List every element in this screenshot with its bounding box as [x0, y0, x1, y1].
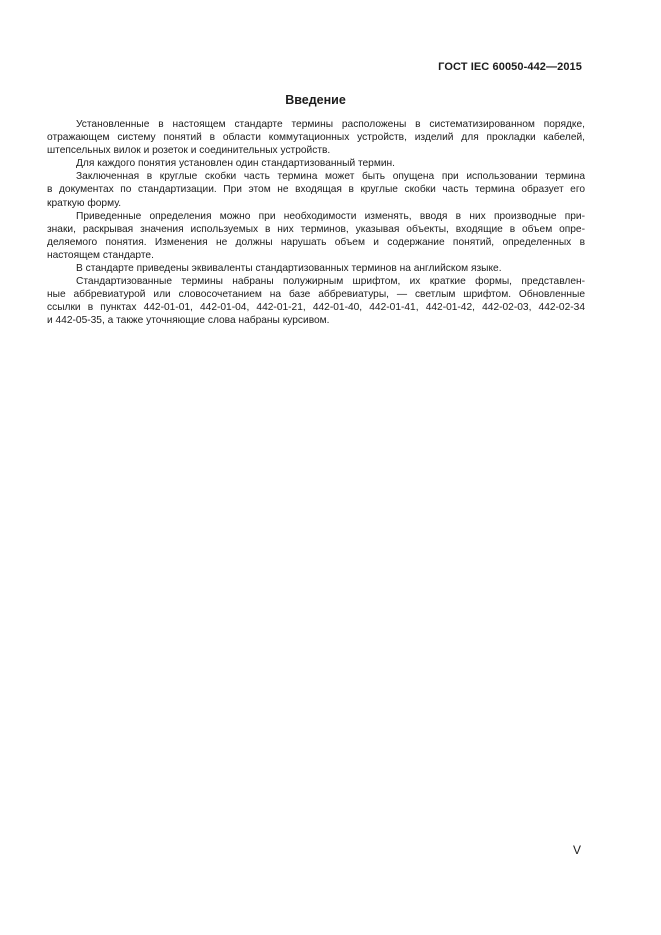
- paragraph: [47, 210, 585, 262]
- text-line: в документах по стандартизации. При этом не входящая в круглые скобки часть термина образует его: [47, 184, 585, 196]
- page-number: V: [573, 843, 582, 857]
- paragraph: [47, 118, 585, 157]
- text-line: Стандартизованные термины набраны полужирным шрифтом, их краткие формы, представлен-: [76, 276, 585, 288]
- section-title: Введение: [285, 93, 346, 107]
- text-line: Установленные в настоящем стандарте термины расположены в систематизированном порядке,: [76, 119, 585, 130]
- text-line: ссылки в пунктах 442-01-01, 442-01-04, 442-01-21, 442-01-40, 442-01-41, 442-01-42, 442-02-03, 442-02-34: [47, 302, 585, 314]
- text-line: знаки, раскрывая значения используемых в них терминов, указывая объекты, входящие в объем опре-: [47, 223, 585, 235]
- paragraph: [47, 262, 585, 275]
- text-line: штепсельных вилок и розеток и соединительных устройств.: [47, 145, 331, 157]
- text-line: настоящем стандарте.: [47, 249, 154, 261]
- paragraph: [47, 275, 585, 327]
- text-line: ные аббревиатурой или словосочетанием на базе аббревиатуры, — светлым шрифтом. Обновленные: [47, 289, 585, 301]
- text-line: деляемого понятия. Изменения не должны нарушать объем и содержание понятий, определенных в: [47, 236, 585, 248]
- text-line: Заключенная в круглые скобки часть термина может быть опущена при использовании термина: [76, 171, 585, 183]
- paragraph: [47, 157, 585, 170]
- paragraph: [47, 170, 585, 209]
- text-line: Приведенные определения можно при необходимости изменять, вводя в них производные при-: [76, 210, 585, 222]
- text-line: краткую форму.: [47, 197, 122, 209]
- standard-designation: ГОСТ IEC 60050-442—2015: [438, 61, 582, 73]
- text-line: В стандарте приведены эквиваленты стандартизованных терминов на английском языке.: [76, 263, 502, 275]
- text-line: Для каждого понятия установлен один стандартизованный термин.: [76, 158, 395, 170]
- text-line: и 442-05-35, а также уточняющие слова набраны курсивом.: [47, 315, 330, 327]
- text-line: отражающем систему понятий в области коммутационных устройств, изделий для прокладки кабелей,: [47, 132, 585, 144]
- introduction-body: [47, 118, 585, 328]
